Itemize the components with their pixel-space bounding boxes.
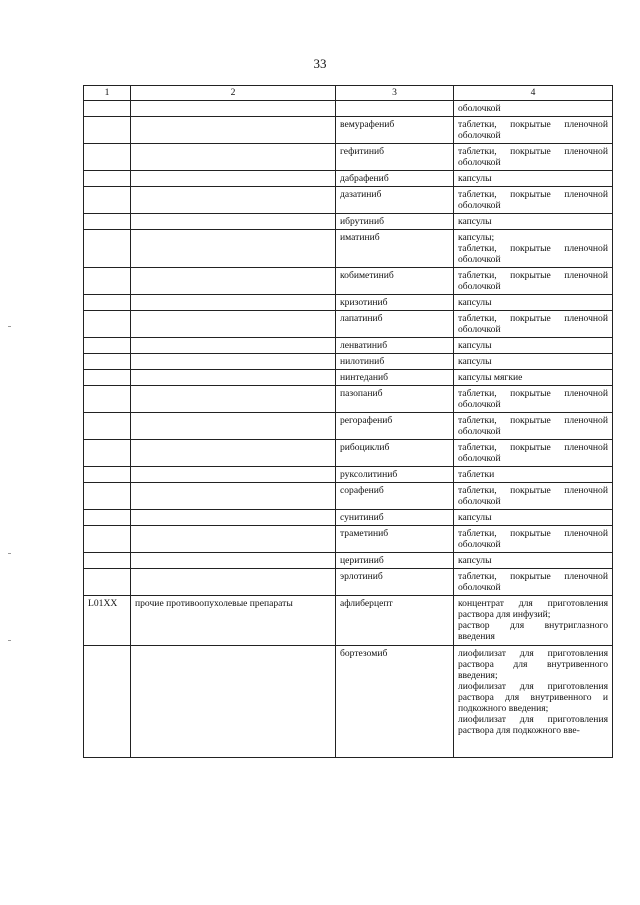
dosage-form-cell xyxy=(454,440,613,467)
group-name-cell xyxy=(131,187,336,214)
group-name-cell xyxy=(131,354,336,370)
drug-name-cell: сунитиниб xyxy=(336,510,454,526)
table-row xyxy=(84,268,613,295)
drug-name-cell: вемурафениб xyxy=(336,117,454,144)
group-name-cell xyxy=(131,311,336,338)
table-row xyxy=(84,117,613,144)
atc-code-cell xyxy=(84,413,131,440)
dosage-form-line: таблетки, покрытые пленочной оболочкой xyxy=(458,189,608,211)
drug-name-cell: пазопаниб xyxy=(336,386,454,413)
atc-code-cell xyxy=(84,510,131,526)
atc-code-cell xyxy=(84,646,131,758)
group-name-cell xyxy=(131,467,336,483)
scan-mark xyxy=(8,553,11,554)
table-row xyxy=(84,354,613,370)
group-name-cell xyxy=(131,144,336,171)
group-name-cell xyxy=(131,117,336,144)
table-row xyxy=(84,553,613,569)
dosage-form-line: капсулы xyxy=(458,340,492,351)
dosage-form-cell xyxy=(454,354,613,370)
group-name-cell xyxy=(131,510,336,526)
table-row xyxy=(84,144,613,171)
dosage-form-line: таблетки, покрытые пленочной оболочкой xyxy=(458,415,608,437)
drug-name-cell: сорафениб xyxy=(336,483,454,510)
table-row xyxy=(84,295,613,311)
group-name-cell xyxy=(131,483,336,510)
dosage-form-cell xyxy=(454,101,613,117)
dosage-form-cell xyxy=(454,295,613,311)
group-name-cell xyxy=(131,553,336,569)
group-name-cell: прочие противоопухолевые препараты xyxy=(131,596,336,646)
drug-name-cell: траметиниб xyxy=(336,526,454,553)
dosage-form-cell xyxy=(454,144,613,171)
drug-name-cell: кобиметиниб xyxy=(336,268,454,295)
dosage-form-cell xyxy=(454,526,613,553)
dosage-form-cell xyxy=(454,596,613,646)
group-name-cell xyxy=(131,214,336,230)
drug-name-cell: рибоциклиб xyxy=(336,440,454,467)
group-name-cell xyxy=(131,268,336,295)
dosage-form-line: лиофилизат для приготовления раствора для подкожного вве- xyxy=(458,714,608,736)
dosage-form-line: капсулы xyxy=(458,216,492,227)
group-name-cell xyxy=(131,526,336,553)
dosage-form-line: раствор для внутриглазного введения xyxy=(458,620,608,642)
drug-name-cell: церитиниб xyxy=(336,553,454,569)
page-number: 33 xyxy=(313,56,327,71)
drug-name-cell: афлиберцепт xyxy=(336,596,454,646)
atc-code-cell xyxy=(84,338,131,354)
column-header-1: 1 xyxy=(84,86,131,101)
table-row xyxy=(84,230,613,268)
dosage-form-cell xyxy=(454,370,613,386)
group-name-cell xyxy=(131,230,336,268)
drug-name-cell xyxy=(336,101,454,117)
drug-name-cell: лапатиниб xyxy=(336,311,454,338)
dosage-form-line: таблетки, покрытые пленочной оболочкой xyxy=(458,485,608,507)
drug-name-cell: ибрутиниб xyxy=(336,214,454,230)
dosage-form-cell xyxy=(454,467,613,483)
dosage-form-cell xyxy=(454,230,613,268)
atc-code-cell xyxy=(84,187,131,214)
drug-name-cell: иматиниб xyxy=(336,230,454,268)
table-row xyxy=(84,338,613,354)
dosage-form-line: капсулы xyxy=(458,555,492,566)
atc-code-cell xyxy=(84,171,131,187)
dosage-form-cell xyxy=(454,569,613,596)
dosage-form-line: таблетки, покрытые пленочной оболочкой xyxy=(458,313,608,335)
atc-code-cell xyxy=(84,467,131,483)
scan-mark xyxy=(8,326,11,327)
drug-name-cell: руксолитиниб xyxy=(336,467,454,483)
dosage-form-line: оболочкой xyxy=(458,103,501,114)
dosage-form-line: таблетки, покрытые пленочной оболочкой xyxy=(458,146,608,168)
dosage-form-cell xyxy=(454,386,613,413)
dosage-form-line: капсулы xyxy=(458,356,492,367)
dosage-form-line: таблетки, покрытые пленочной оболочкой xyxy=(458,270,608,292)
atc-code-cell xyxy=(84,440,131,467)
dosage-form-line: капсулы xyxy=(458,173,492,184)
table-row xyxy=(84,413,613,440)
dosage-form-line: таблетки, покрытые пленочной оболочкой xyxy=(458,571,608,593)
group-name-cell xyxy=(131,440,336,467)
dosage-form-cell xyxy=(454,214,613,230)
drug-table xyxy=(83,85,613,758)
dosage-form-cell xyxy=(454,646,613,758)
dosage-form-line: таблетки, покрытые пленочной оболочкой xyxy=(458,442,608,464)
dosage-form-line: таблетки, покрытые пленочной оболочкой xyxy=(458,119,608,141)
table-row xyxy=(84,646,613,758)
table-row xyxy=(84,187,613,214)
dosage-form-cell xyxy=(454,311,613,338)
drug-name-cell: нинтеданиб xyxy=(336,370,454,386)
scan-mark xyxy=(8,640,11,641)
table-row xyxy=(84,311,613,338)
dosage-form-cell xyxy=(454,187,613,214)
atc-code-cell xyxy=(84,117,131,144)
group-name-cell xyxy=(131,413,336,440)
dosage-form-line: таблетки, покрытые пленочной оболочкой xyxy=(458,243,608,265)
table-row xyxy=(84,510,613,526)
table-row xyxy=(84,101,613,117)
group-name-cell xyxy=(131,101,336,117)
table-row xyxy=(84,483,613,510)
drug-name-cell: кризотиниб xyxy=(336,295,454,311)
dosage-form-cell xyxy=(454,413,613,440)
dosage-form-cell xyxy=(454,338,613,354)
dosage-form-line: лиофилизат для приготовления раствора для внутривенного и подкожного введения; xyxy=(458,681,608,714)
drug-name-cell: дазатиниб xyxy=(336,187,454,214)
table-row xyxy=(84,386,613,413)
table-row xyxy=(84,467,613,483)
group-name-cell xyxy=(131,370,336,386)
atc-code-cell: L01XX xyxy=(84,596,131,646)
table-row xyxy=(84,214,613,230)
dosage-form-line: капсулы; xyxy=(458,232,495,243)
drug-name-cell: регорафениб xyxy=(336,413,454,440)
column-header-2: 2 xyxy=(131,86,336,101)
atc-code-cell xyxy=(84,483,131,510)
table-body xyxy=(84,101,613,758)
atc-code-cell xyxy=(84,386,131,413)
atc-code-cell xyxy=(84,526,131,553)
group-name-cell xyxy=(131,386,336,413)
table-row xyxy=(84,370,613,386)
table-row xyxy=(84,171,613,187)
dosage-form-cell xyxy=(454,553,613,569)
group-name-cell xyxy=(131,171,336,187)
atc-code-cell xyxy=(84,311,131,338)
dosage-form-cell xyxy=(454,268,613,295)
column-header-4: 4 xyxy=(454,86,613,101)
atc-code-cell xyxy=(84,268,131,295)
drug-name-cell: гефитиниб xyxy=(336,144,454,171)
dosage-form-cell xyxy=(454,171,613,187)
atc-code-cell xyxy=(84,214,131,230)
dosage-form-line: лиофилизат для приготовления раствора для внутривенного введения; xyxy=(458,648,608,681)
atc-code-cell xyxy=(84,553,131,569)
column-header-3: 3 xyxy=(336,86,454,101)
drug-name-cell: дабрафениб xyxy=(336,171,454,187)
atc-code-cell xyxy=(84,230,131,268)
table-header-row xyxy=(84,86,613,101)
dosage-form-line: таблетки xyxy=(458,469,495,480)
drug-name-cell: эрлотиниб xyxy=(336,569,454,596)
dosage-form-line: капсулы мягкие xyxy=(458,372,523,383)
table-row xyxy=(84,596,613,646)
table-row xyxy=(84,569,613,596)
dosage-form-line: таблетки, покрытые пленочной оболочкой xyxy=(458,388,608,410)
group-name-cell xyxy=(131,338,336,354)
group-name-cell xyxy=(131,569,336,596)
dosage-form-line: капсулы xyxy=(458,297,492,308)
atc-code-cell xyxy=(84,569,131,596)
atc-code-cell xyxy=(84,101,131,117)
atc-code-cell xyxy=(84,370,131,386)
dosage-form-cell xyxy=(454,117,613,144)
table-row xyxy=(84,526,613,553)
drug-name-cell: ленватиниб xyxy=(336,338,454,354)
dosage-form-line: концентрат для приготовления раствора для инфузий; xyxy=(458,598,608,620)
atc-code-cell xyxy=(84,144,131,171)
atc-code-cell xyxy=(84,354,131,370)
dosage-form-cell xyxy=(454,510,613,526)
atc-code-cell xyxy=(84,295,131,311)
drug-name-cell: нилотиниб xyxy=(336,354,454,370)
group-name-cell xyxy=(131,295,336,311)
dosage-form-line: капсулы xyxy=(458,512,492,523)
dosage-form-line: таблетки, покрытые пленочной оболочкой xyxy=(458,528,608,550)
table-row xyxy=(84,440,613,467)
drug-name-cell: бортезомиб xyxy=(336,646,454,758)
group-name-cell xyxy=(131,646,336,758)
dosage-form-cell xyxy=(454,483,613,510)
